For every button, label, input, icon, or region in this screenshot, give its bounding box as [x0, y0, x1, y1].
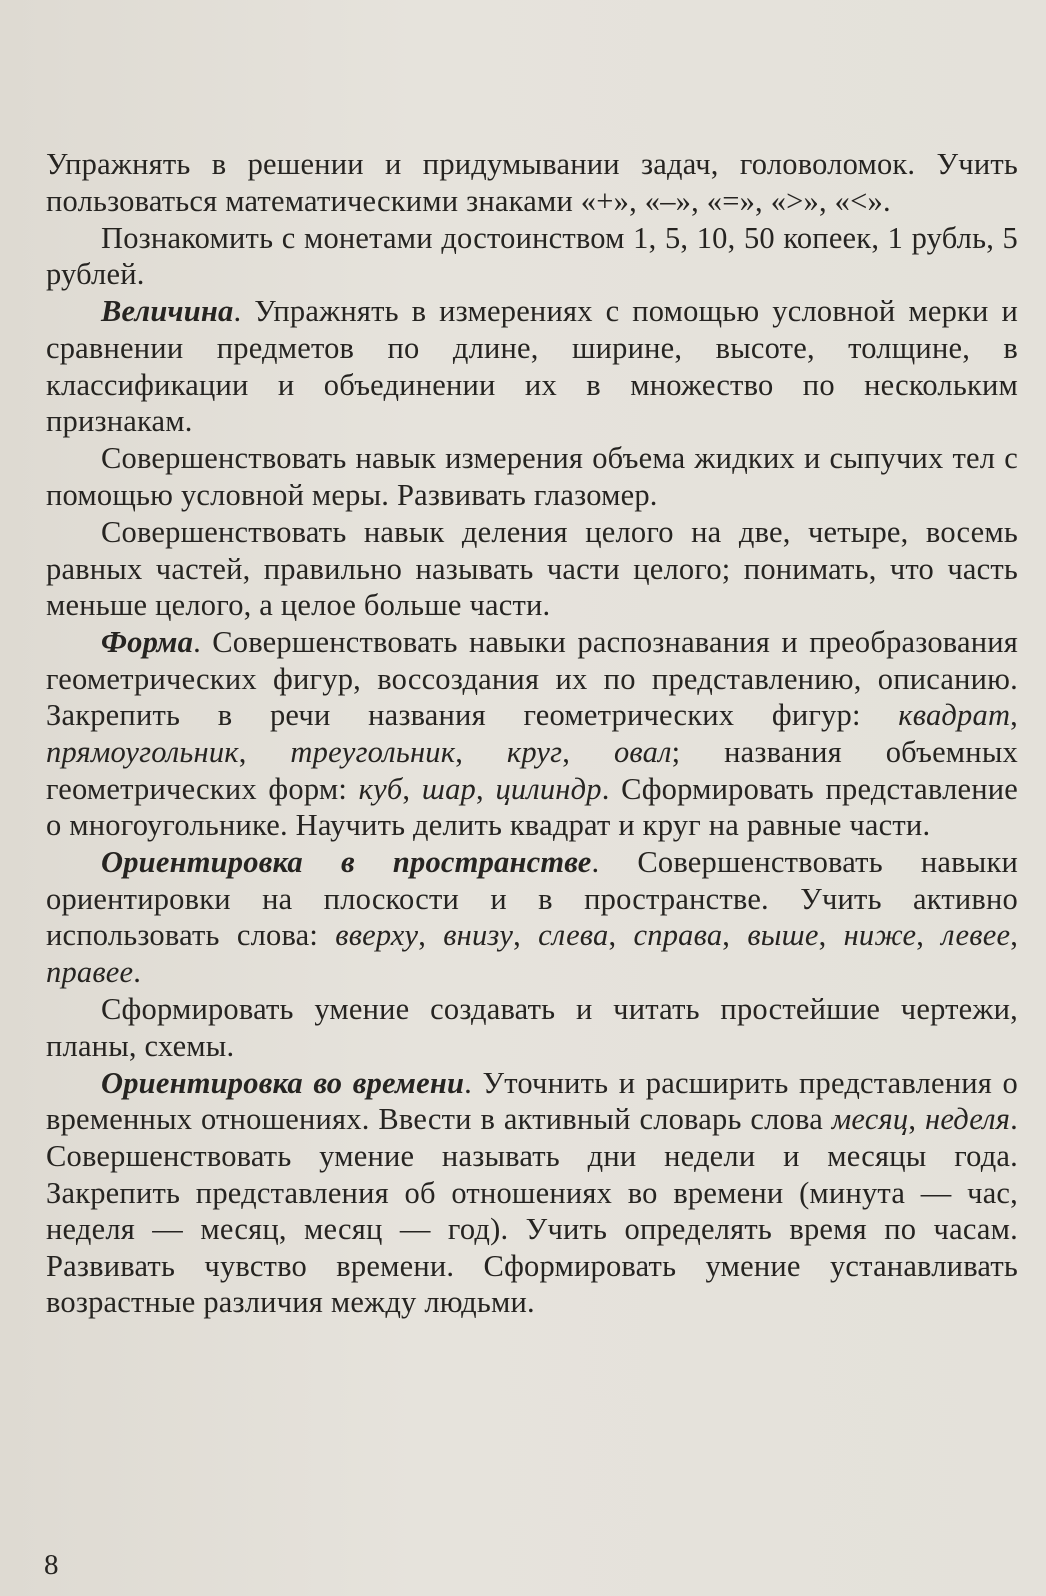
- italic-term: прямоугольник: [46, 735, 239, 769]
- paragraph: [46, 844, 1018, 990]
- text-run: ,: [1010, 698, 1018, 733]
- italic-term: треугольник: [290, 735, 456, 769]
- text-run: ,: [722, 918, 748, 953]
- section-heading: Форма: [101, 625, 194, 660]
- text-run: ,: [1010, 918, 1019, 953]
- paragraph: [46, 1065, 1018, 1321]
- italic-term: квадрат: [898, 698, 1011, 733]
- text-run: . Совершенствовать навыки распознавания и преобразования геометрических фигур, воссоздания их по представлению, описанию. Закрепить в речи названия геометрических фигур:: [46, 625, 1018, 733]
- section-heading: Величина: [101, 294, 234, 329]
- italic-term: внизу: [443, 918, 514, 953]
- paragraph: [46, 514, 1018, 624]
- italic-term: ниже: [843, 918, 917, 953]
- italic-term: цилиндр: [495, 771, 602, 806]
- italic-term: слева: [538, 918, 609, 953]
- italic-term: левее: [941, 918, 1011, 953]
- text-run: ,: [513, 918, 539, 953]
- text-run: Упражнять в решении и придумывании задач, головоломок. Учить пользоваться математическими знаками «+», «–», «=», «>», «<».: [46, 147, 1018, 218]
- text-run: .: [133, 955, 142, 990]
- text-run: . Упражнять в измерениях с помощью условной мерки и сравнении предметов по длине, ширине, высоте, толщине, в классификации и объединении их в множество по нескольким признакам.: [46, 294, 1018, 439]
- paragraph: [46, 624, 1018, 844]
- text-run: ,: [418, 918, 444, 953]
- text-run: ,: [562, 735, 614, 769]
- text-run: ,: [402, 771, 422, 806]
- text-run: ,: [818, 918, 844, 953]
- paragraph: [46, 991, 1018, 1064]
- text-run: Познакомить с монетами достоинством 1, 5, 10, 50 копеек, 1 рубль, 5 рублей.: [46, 220, 1018, 292]
- italic-term: куб: [358, 771, 403, 806]
- text-run: ,: [238, 735, 291, 769]
- text-run: ,: [608, 918, 634, 953]
- italic-term: неделя: [925, 1102, 1011, 1137]
- text-run: . Сформировать представление о многоугольнике. Научить делить квадрат и круг на равные части.: [46, 771, 1019, 843]
- italic-term: месяц: [831, 1102, 909, 1137]
- text-run: . Совершенствовать умение называть дни недели и месяцы года. Закрепить представления об отношениях во времени (минута — час, неделя — месяц, месяц — год). Учить определять время по часам. Развивать чувство времени. Сформировать умение устанавливать возрастные различия между людьми.: [46, 1102, 1018, 1320]
- text-run: ,: [916, 918, 942, 953]
- paragraph: [46, 440, 1018, 513]
- text-run: . Совершенствовать навыки ориентировки на плоскости и в пространстве. Учить активно использовать слова:: [46, 845, 1018, 953]
- text-run: Совершенствовать навык деления целого на две, четыре, восемь равных частей, правильно называть части целого; понимать, что часть меньше целого, а целое больше части.: [46, 514, 1018, 623]
- page-number: 8: [44, 1549, 59, 1581]
- italic-term: шар: [421, 771, 476, 806]
- text-run: Сформировать умение создавать и читать простейшие чертежи, планы, схемы.: [46, 992, 1018, 1063]
- page-text: [46, 146, 1018, 1322]
- italic-term: вверху: [335, 918, 419, 953]
- paragraph: [46, 293, 1018, 439]
- text-run: . Уточнить и расширить представления о временных отношениях. Ввести в активный словарь слова: [46, 1065, 1018, 1137]
- italic-term: правее: [46, 955, 134, 990]
- text-run: ,: [908, 1102, 925, 1137]
- paragraph: [46, 220, 1018, 293]
- section-heading: Ориентировка в пространстве: [101, 845, 592, 880]
- section-heading: Ориентировка во времени: [101, 1065, 465, 1100]
- text-run: ,: [455, 735, 507, 769]
- italic-term: овал: [613, 735, 672, 769]
- italic-term: выше: [747, 918, 819, 953]
- italic-term: справа: [633, 918, 723, 953]
- text-run: Совершенствовать навык измерения объема жидких и сыпучих тел с помощью условной меры. Развивать глазомер.: [46, 441, 1018, 512]
- text-run: ; названия объемных геометрических форм:: [46, 735, 1018, 806]
- text-run: ,: [475, 771, 496, 806]
- italic-term: круг: [506, 735, 563, 769]
- paragraph: [46, 146, 1018, 219]
